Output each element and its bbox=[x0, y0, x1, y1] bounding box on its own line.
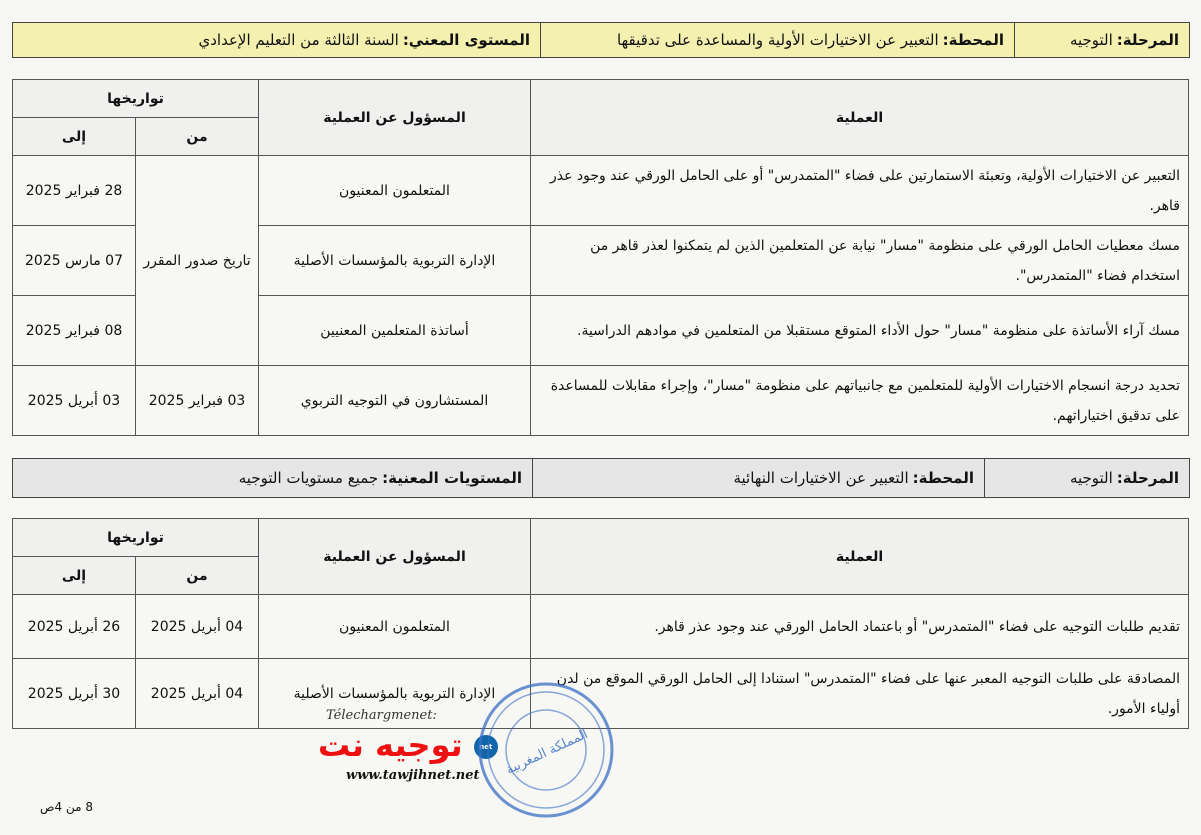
operation-cell: مسك معطيات الحامل الورقي على منظومة "مسار" نيابة عن المتعلمين الذين لم يتمكنوا لعذر قاهر من استخدام فضاء "المتمدرس". bbox=[531, 226, 1189, 296]
level-cell bbox=[13, 459, 532, 497]
col-to-header: إلى bbox=[13, 557, 136, 595]
download-label: Télechargmenet: bbox=[326, 708, 437, 723]
col-dates-header: تواريخها bbox=[13, 80, 259, 118]
level-label: المستويات المعنية: bbox=[382, 469, 522, 487]
operation-cell: التعبير عن الاختيارات الأولية، وتعبئة الاستمارتين على فضاء "المتمدرس" أو على الحامل الورقي عند وجود عذر قاهر. bbox=[531, 156, 1189, 226]
site-logo bbox=[318, 726, 498, 764]
to-cell: 26 أبريل 2025 bbox=[13, 595, 136, 659]
table-row bbox=[13, 595, 1189, 659]
responsible-cell: المتعلمون المعنيون bbox=[259, 156, 531, 226]
col-responsible-header: المسؤول عن العملية bbox=[259, 80, 531, 156]
to-cell: 03 أبريل 2025 bbox=[13, 366, 136, 436]
page-number: 8 من 4ص bbox=[40, 800, 93, 814]
station-value: التعبير عن الاختيارات الأولية والمساعدة على تدقيقها bbox=[617, 31, 939, 49]
phase-cell bbox=[1014, 23, 1189, 57]
logo-text: توجيه نت bbox=[318, 726, 463, 764]
from-cell: 04 أبريل 2025 bbox=[136, 659, 259, 729]
table-row bbox=[13, 156, 1189, 226]
official-stamp bbox=[476, 680, 616, 820]
from-cell: 03 فبراير 2025 bbox=[136, 366, 259, 436]
operation-cell: تحديد درجة انسجام الاختيارات الأولية للمتعلمين مع جانبياتهم على منظومة "مسار"، وإجراء مقابلات للمساعدة على تدقيق اختياراتهم. bbox=[531, 366, 1189, 436]
phase-value: التوجيه bbox=[1069, 469, 1113, 487]
station-cell bbox=[532, 459, 984, 497]
phase-label: المرحلة: bbox=[1116, 469, 1179, 487]
operation-cell: المصادقة على طلبات التوجيه المعبر عنها على فضاء "المتمدرس" استنادا إلى الحامل الورقي الموقع من لدن أولياء الأمور. bbox=[531, 659, 1189, 729]
to-cell: 30 أبريل 2025 bbox=[13, 659, 136, 729]
responsible-cell: أساتذة المتعلمين المعنيين bbox=[259, 296, 531, 366]
responsible-cell: المتعلمون المعنيون bbox=[259, 595, 531, 659]
phase-cell bbox=[984, 459, 1189, 497]
level-value: جميع مستويات التوجيه bbox=[238, 469, 379, 487]
from-cell-shared: تاريخ صدور المقرر bbox=[136, 156, 259, 366]
col-operation-header: العملية bbox=[531, 80, 1189, 156]
operation-cell: مسك آراء الأساتذة على منظومة "مسار" حول الأداء المتوقع مستقبلا من المتعلمين في موادهم الدراسية. bbox=[531, 296, 1189, 366]
col-to-header: إلى bbox=[13, 118, 136, 156]
station-label: المحطة: bbox=[942, 31, 1004, 49]
to-cell: 08 فبراير 2025 bbox=[13, 296, 136, 366]
col-responsible-header: المسؤول عن العملية bbox=[259, 519, 531, 595]
station-label: المحطة: bbox=[912, 469, 974, 487]
operation-cell: تقديم طلبات التوجيه على فضاء "المتمدرس" أو باعتماد الحامل الورقي عند وجود عذر قاهر. bbox=[531, 595, 1189, 659]
from-cell: 04 أبريل 2025 bbox=[136, 595, 259, 659]
col-from-header: من bbox=[136, 557, 259, 595]
station-value: التعبير عن الاختيارات النهائية bbox=[733, 469, 909, 487]
responsible-cell: الإدارة التربوية بالمؤسسات الأصلية bbox=[259, 659, 531, 729]
stamp-text: المملكة المغربية bbox=[503, 726, 591, 778]
site-url: www.tawjihnet.net bbox=[346, 768, 480, 783]
to-cell: 28 فبراير 2025 bbox=[13, 156, 136, 226]
logo-dot-icon: net bbox=[474, 735, 498, 759]
col-from-header: من bbox=[136, 118, 259, 156]
col-operation-header: العملية bbox=[531, 519, 1189, 595]
to-cell: 07 مارس 2025 bbox=[13, 226, 136, 296]
section-header-orientation bbox=[12, 22, 1190, 58]
col-dates-header: تواريخها bbox=[13, 519, 259, 557]
level-label: المستوى المعني: bbox=[402, 31, 530, 49]
phase-value: التوجيه bbox=[1069, 31, 1113, 49]
level-value: السنة الثالثة من التعليم الإعدادي bbox=[198, 31, 399, 49]
station-cell bbox=[540, 23, 1014, 57]
responsible-cell: الإدارة التربوية بالمؤسسات الأصلية bbox=[259, 226, 531, 296]
table-row bbox=[13, 366, 1189, 436]
level-cell bbox=[13, 23, 540, 57]
section-header-final bbox=[12, 458, 1190, 498]
operations-table-initial bbox=[12, 79, 1189, 436]
responsible-cell: المستشارون في التوجيه التربوي bbox=[259, 366, 531, 436]
phase-label: المرحلة: bbox=[1116, 31, 1179, 49]
